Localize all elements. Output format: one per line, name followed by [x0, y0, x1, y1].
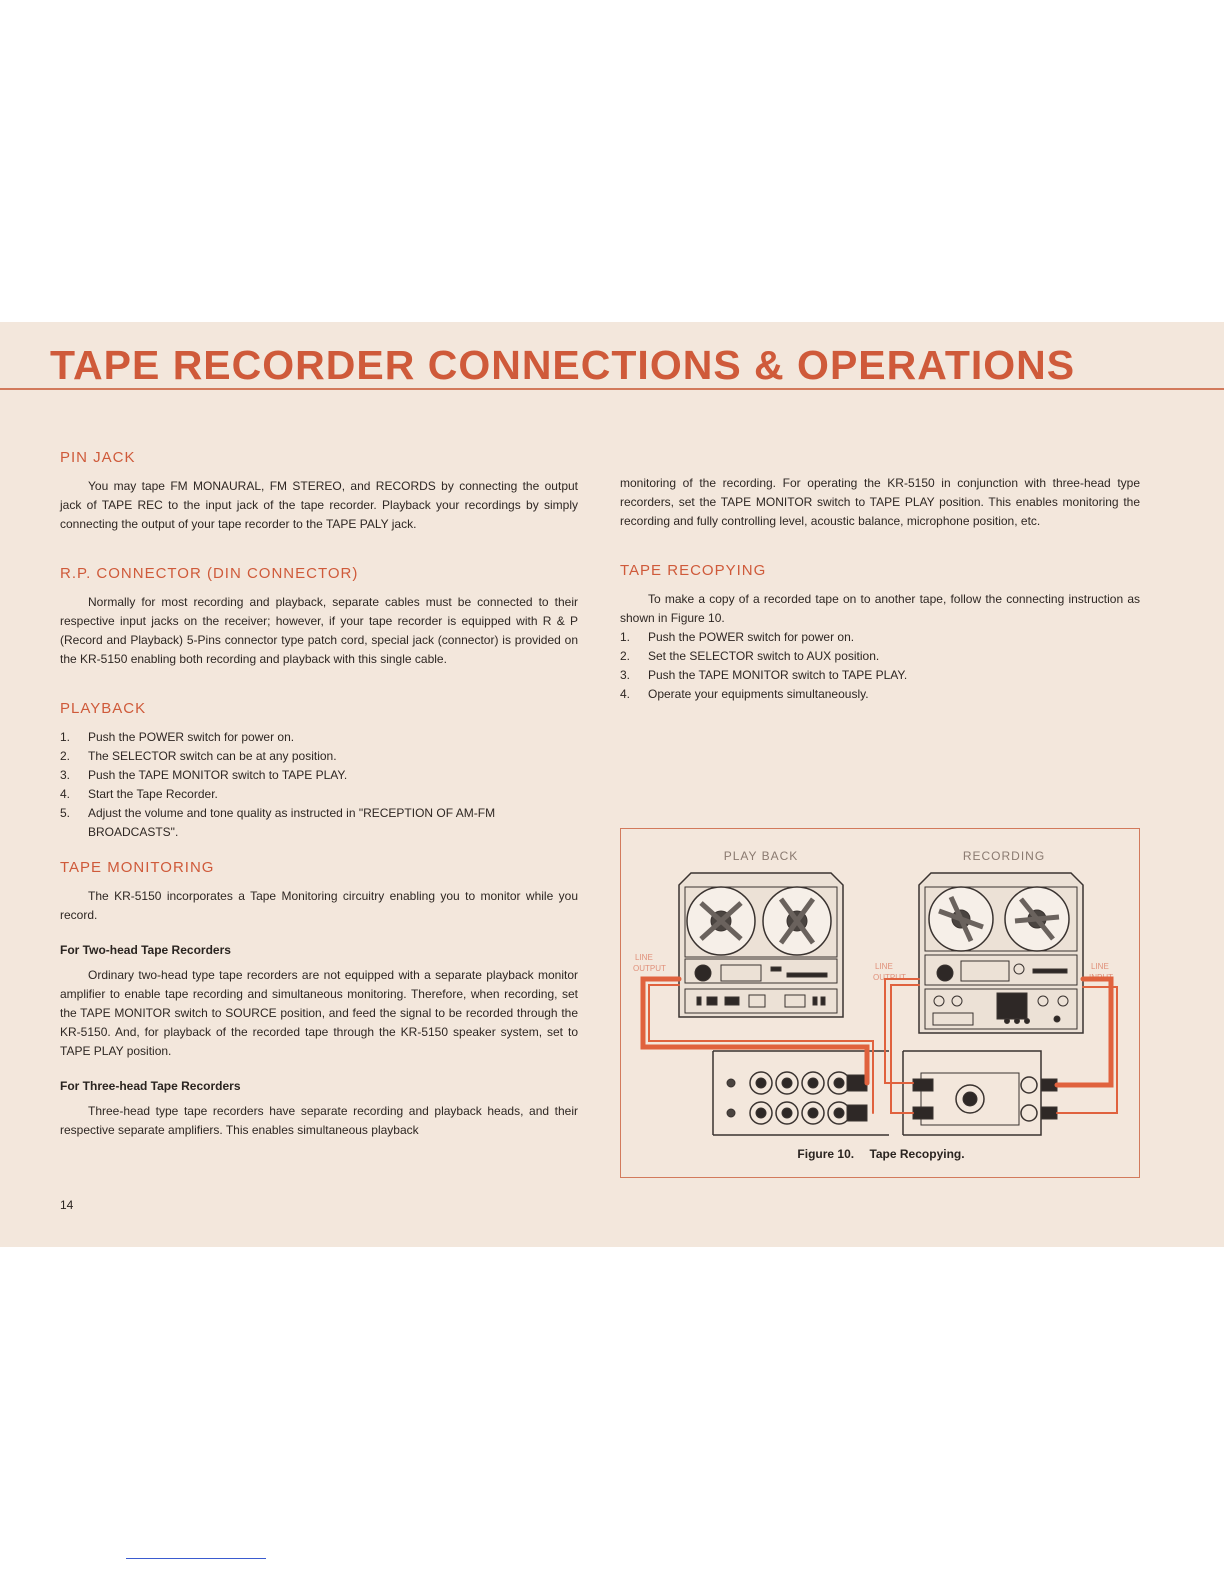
- svg-text:OUTPUT: OUTPUT: [873, 973, 906, 982]
- heading-tape-monitoring: TAPE MONITORING: [60, 859, 215, 876]
- recording-tape-deck: [919, 873, 1083, 1033]
- recopying-steps: [620, 628, 1140, 704]
- label-recording: RECORDING: [962, 849, 1046, 863]
- receiver-tape-jacks: [903, 1051, 1057, 1135]
- svg-text:INPUT: INPUT: [1089, 973, 1113, 982]
- label-line-output-left: LINE: [635, 953, 653, 962]
- receiver-input-jacks: [713, 1051, 889, 1135]
- list-item: 2. The SELECTOR switch can be at any position.: [60, 749, 337, 763]
- manual-page: [0, 322, 1224, 1247]
- figure-number: Figure 10.: [797, 1147, 855, 1161]
- list-item: 1. Push the POWER switch for power on.: [620, 630, 855, 644]
- svg-text:OUTPUT: OUTPUT: [633, 964, 666, 973]
- heading-tape-recopying: TAPE RECOPYING: [620, 562, 767, 579]
- list-item: 4. Operate your equipments simultaneously.: [620, 687, 869, 701]
- footer-link-line: [126, 1558, 266, 1559]
- list-item: 2. Set the SELECTOR switch to AUX position.: [620, 649, 880, 663]
- playback-steps: [60, 728, 578, 842]
- list-item: 4. Start the Tape Recorder.: [60, 787, 218, 801]
- page-number: 14: [60, 1198, 74, 1212]
- list-item: 3. Push the TAPE MONITOR switch to TAPE PLAY.: [620, 668, 908, 682]
- heading-playback: PLAYBACK: [60, 700, 147, 717]
- heading-pin-jack: PIN JACK: [60, 449, 136, 466]
- three-head-body: Three-head type tape recorders have separate recording and playback heads, and their respective separate amplifiers. This enables simultaneous playback: [60, 1104, 578, 1137]
- rp-connector-body: Normally for most recording and playback, separate cables must be connected to their respective input jacks on the receiver; however, if your tape recorder is equipped with R & P (Record and Playback) 5-Pins connector type patch cord, special jack (connector) is provided on the KR-5150 enabling both recording and playback with this single cable.: [60, 595, 578, 666]
- figure-caption: [621, 1147, 1141, 1161]
- title-rule: [0, 388, 1224, 390]
- label-playback: PLAY BACK: [723, 849, 799, 863]
- tape-monitoring-intro: The KR-5150 incorporates a Tape Monitoring circuitry enabling you to monitor while you record.: [60, 889, 578, 922]
- two-head-body: Ordinary two-head type tape recorders are not equipped with a separate playback monitor amplifier to enable tape recording and simultaneous monitoring. Therefore, when recording, set the TAPE MONITOR switch to SOURCE position, and feed the signal to be recorded through the KR-5150. And, for playback of the recorded tape through the KR-5150 speaker system, set to TAPE PLAY position.: [60, 968, 578, 1058]
- connection-diagram: [621, 829, 1141, 1179]
- subheading-two-head: For Two-head Tape Recorders: [60, 943, 231, 957]
- label-line-output-mid: LINE: [875, 962, 893, 971]
- list-item: 5. Adjust the volume and tone quality as instructed in "RECEPTION OF AM-FM BROADCASTS".: [60, 806, 496, 839]
- page-title: TAPE RECORDER CONNECTIONS & OPERATIONS: [50, 342, 1076, 388]
- pin-jack-body: You may tape FM MONAURAL, FM STEREO, and RECORDS by connecting the output jack of TAPE REC to the input jack of the tape recorder. Playback your recordings by simply connecting the output of your tape recorder to the TAPE PALY jack.: [60, 479, 578, 531]
- tape-recopying-intro: To make a copy of a recorded tape on to another tape, follow the connecting instruction as shown in Figure 10.: [620, 592, 1140, 625]
- list-item: 1. Push the POWER switch for power on.: [60, 730, 295, 744]
- playback-tape-deck: [679, 873, 843, 1017]
- label-line-input: LINE: [1091, 962, 1109, 971]
- figure-caption-text: Tape Recopying.: [869, 1147, 965, 1161]
- right-column: [620, 448, 1140, 704]
- list-item: 3. Push the TAPE MONITOR switch to TAPE PLAY.: [60, 768, 348, 782]
- subheading-three-head: For Three-head Tape Recorders: [60, 1079, 241, 1093]
- left-column: [60, 448, 578, 1140]
- heading-rp-connector: R.P. CONNECTOR (DIN CONNECTOR): [60, 565, 359, 582]
- three-head-body-continued: monitoring of the recording. For operating the KR-5150 in conjunction with three-head type recorders, set the TAPE MONITOR switch to TAPE PLAY position. This enables monitoring the recording and fully controlling level, acoustic balance, microphone position, etc.: [620, 476, 1140, 528]
- figure-tape-recopying: [620, 828, 1140, 1178]
